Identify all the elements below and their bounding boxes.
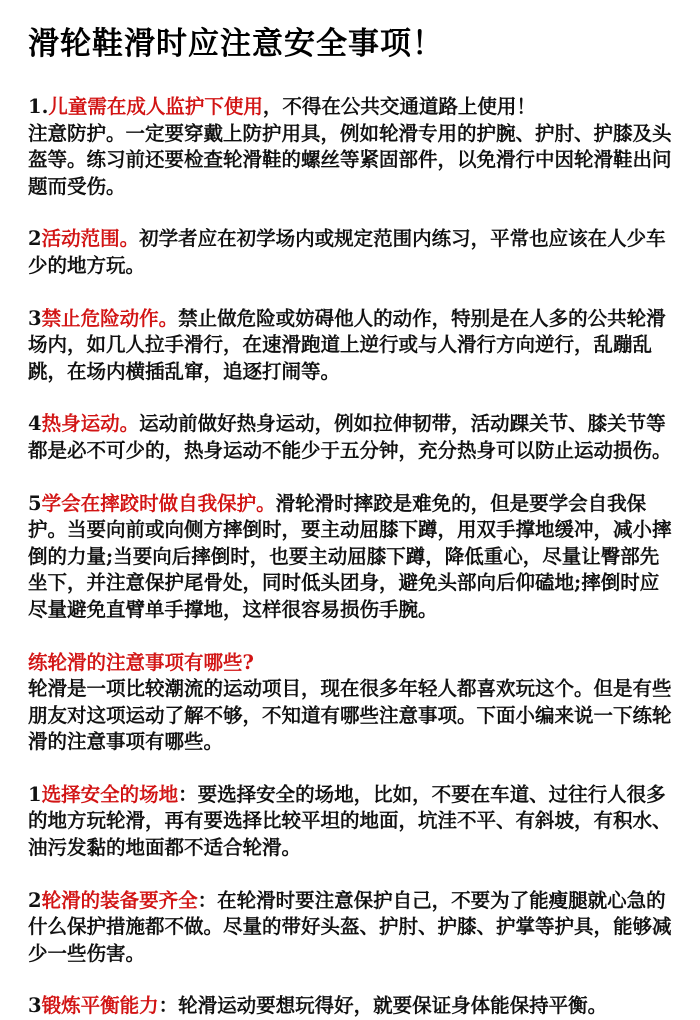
section-2-intro	[28, 650, 674, 756]
safety-item-5-line	[28, 491, 674, 624]
item-text: 初学者应在初学场内或规定范围内练习，平常也应该在人少车少的地方玩。	[28, 227, 666, 277]
safety-item-4	[28, 411, 674, 464]
item-number: 3	[28, 994, 42, 1018]
item-number: 5	[28, 491, 42, 515]
safety-item-3	[28, 306, 674, 386]
item-heading: 禁止危险动作。	[41, 306, 179, 330]
item-number: 1	[28, 782, 42, 806]
item-text: 禁止做危险或妨碍他人的动作，特别是在人多的公共轮滑场内，如几人拉手滑行，在速滑跑道上逆行或与人滑行方向逆行，乱蹦乱跳，在场内横插乱窜，追逐打闹等。	[28, 306, 666, 383]
item-heading: 锻炼平衡能力	[41, 994, 159, 1018]
page-title: 滑轮鞋滑时应注意安全事项！	[28, 26, 444, 62]
safety-item-1-line	[28, 94, 674, 121]
item-text: ，不得在公共交通道路上使用！	[262, 95, 536, 118]
tip-item-2	[28, 888, 674, 968]
item-text: 滑轮滑时摔跤是难免的，但是要学会自我保护。当要向前或向侧方摔倒时，要主动屈膝下蹲，用双手撑地缓冲，减小摔倒的力量;当要向后摔倒时，也要主动屈膝下蹲，降低重心，尽量让臀部先坐下，并注意保护尾骨处，同时低头团身，避免头部向后仰磕地;摔倒时应尽量避免直臂单手撑地，这样很容易损伤手腕。	[28, 491, 672, 621]
item-heading: 活动范围。	[41, 227, 140, 251]
tip-item-1	[28, 782, 674, 862]
item-heading: 轮滑的装备要齐全	[41, 888, 198, 912]
tip-item-3	[28, 993, 674, 1020]
safety-item-2-line	[28, 226, 674, 279]
item-number: 1.	[28, 95, 49, 118]
safety-item-4-line	[28, 411, 674, 464]
item-heading: 学会在摔跤时做自我保护。	[41, 491, 276, 515]
section-2-heading: 练轮滑的注意事项有哪些?	[28, 650, 254, 674]
item-heading: 选择安全的场地	[41, 782, 179, 806]
safety-item-5	[28, 491, 674, 624]
tip-item-1-line	[28, 782, 674, 862]
section-2-intro-text: 轮滑是一项比较潮流的运动项目，现在很多年轻人都喜欢玩这个。但是有些朋友对这项运动了解不够，不知道有哪些注意事项。下面小编来说一下练轮滑的注意事项有哪些。	[28, 677, 672, 754]
item-number: 2	[28, 227, 42, 251]
item-number: 4	[28, 412, 42, 436]
tip-item-2-line	[28, 888, 674, 968]
item-text: ：轮滑运动要想玩得好，就要保证身体能保持平衡。	[158, 994, 608, 1018]
item-heading: 儿童需在成人监护下使用	[48, 95, 263, 118]
tip-item-3-line	[28, 993, 674, 1020]
item-number: 2	[28, 888, 42, 912]
item-text: ：在轮滑时要注意保护自己，不要为了能瘦腿就心急的什么保护措施都不做。尽量的带好头盔、护肘、护膝、护掌等护具，能够减少一些伤害。	[28, 888, 672, 965]
safety-item-1-extra: 注意防护。一定要穿戴上防护用具，例如轮滑专用的护腕、护肘、护膝及头盔等。练习前还要检查轮滑鞋的螺丝等紧固部件，以免滑行中因轮滑鞋出问题而受伤。	[28, 121, 672, 198]
item-text: 运动前做好热身运动，例如拉伸韧带，活动踝关节、膝关节等都是必不可少的，热身运动不能少于五分钟，充分热身可以防止运动损伤。	[28, 412, 672, 462]
item-text: ：要选择安全的场地，比如，不要在车道、过往行人很多的地方玩轮滑，再有要选择比较平坦的地面，坑洼不平、有斜坡，有积水、油污发黏的地面都不适合轮滑。	[28, 782, 672, 860]
item-number: 3	[28, 306, 42, 330]
safety-item-3-line	[28, 306, 674, 386]
safety-item-1	[28, 94, 674, 200]
item-heading: 热身运动。	[41, 412, 140, 436]
safety-item-2	[28, 226, 674, 279]
